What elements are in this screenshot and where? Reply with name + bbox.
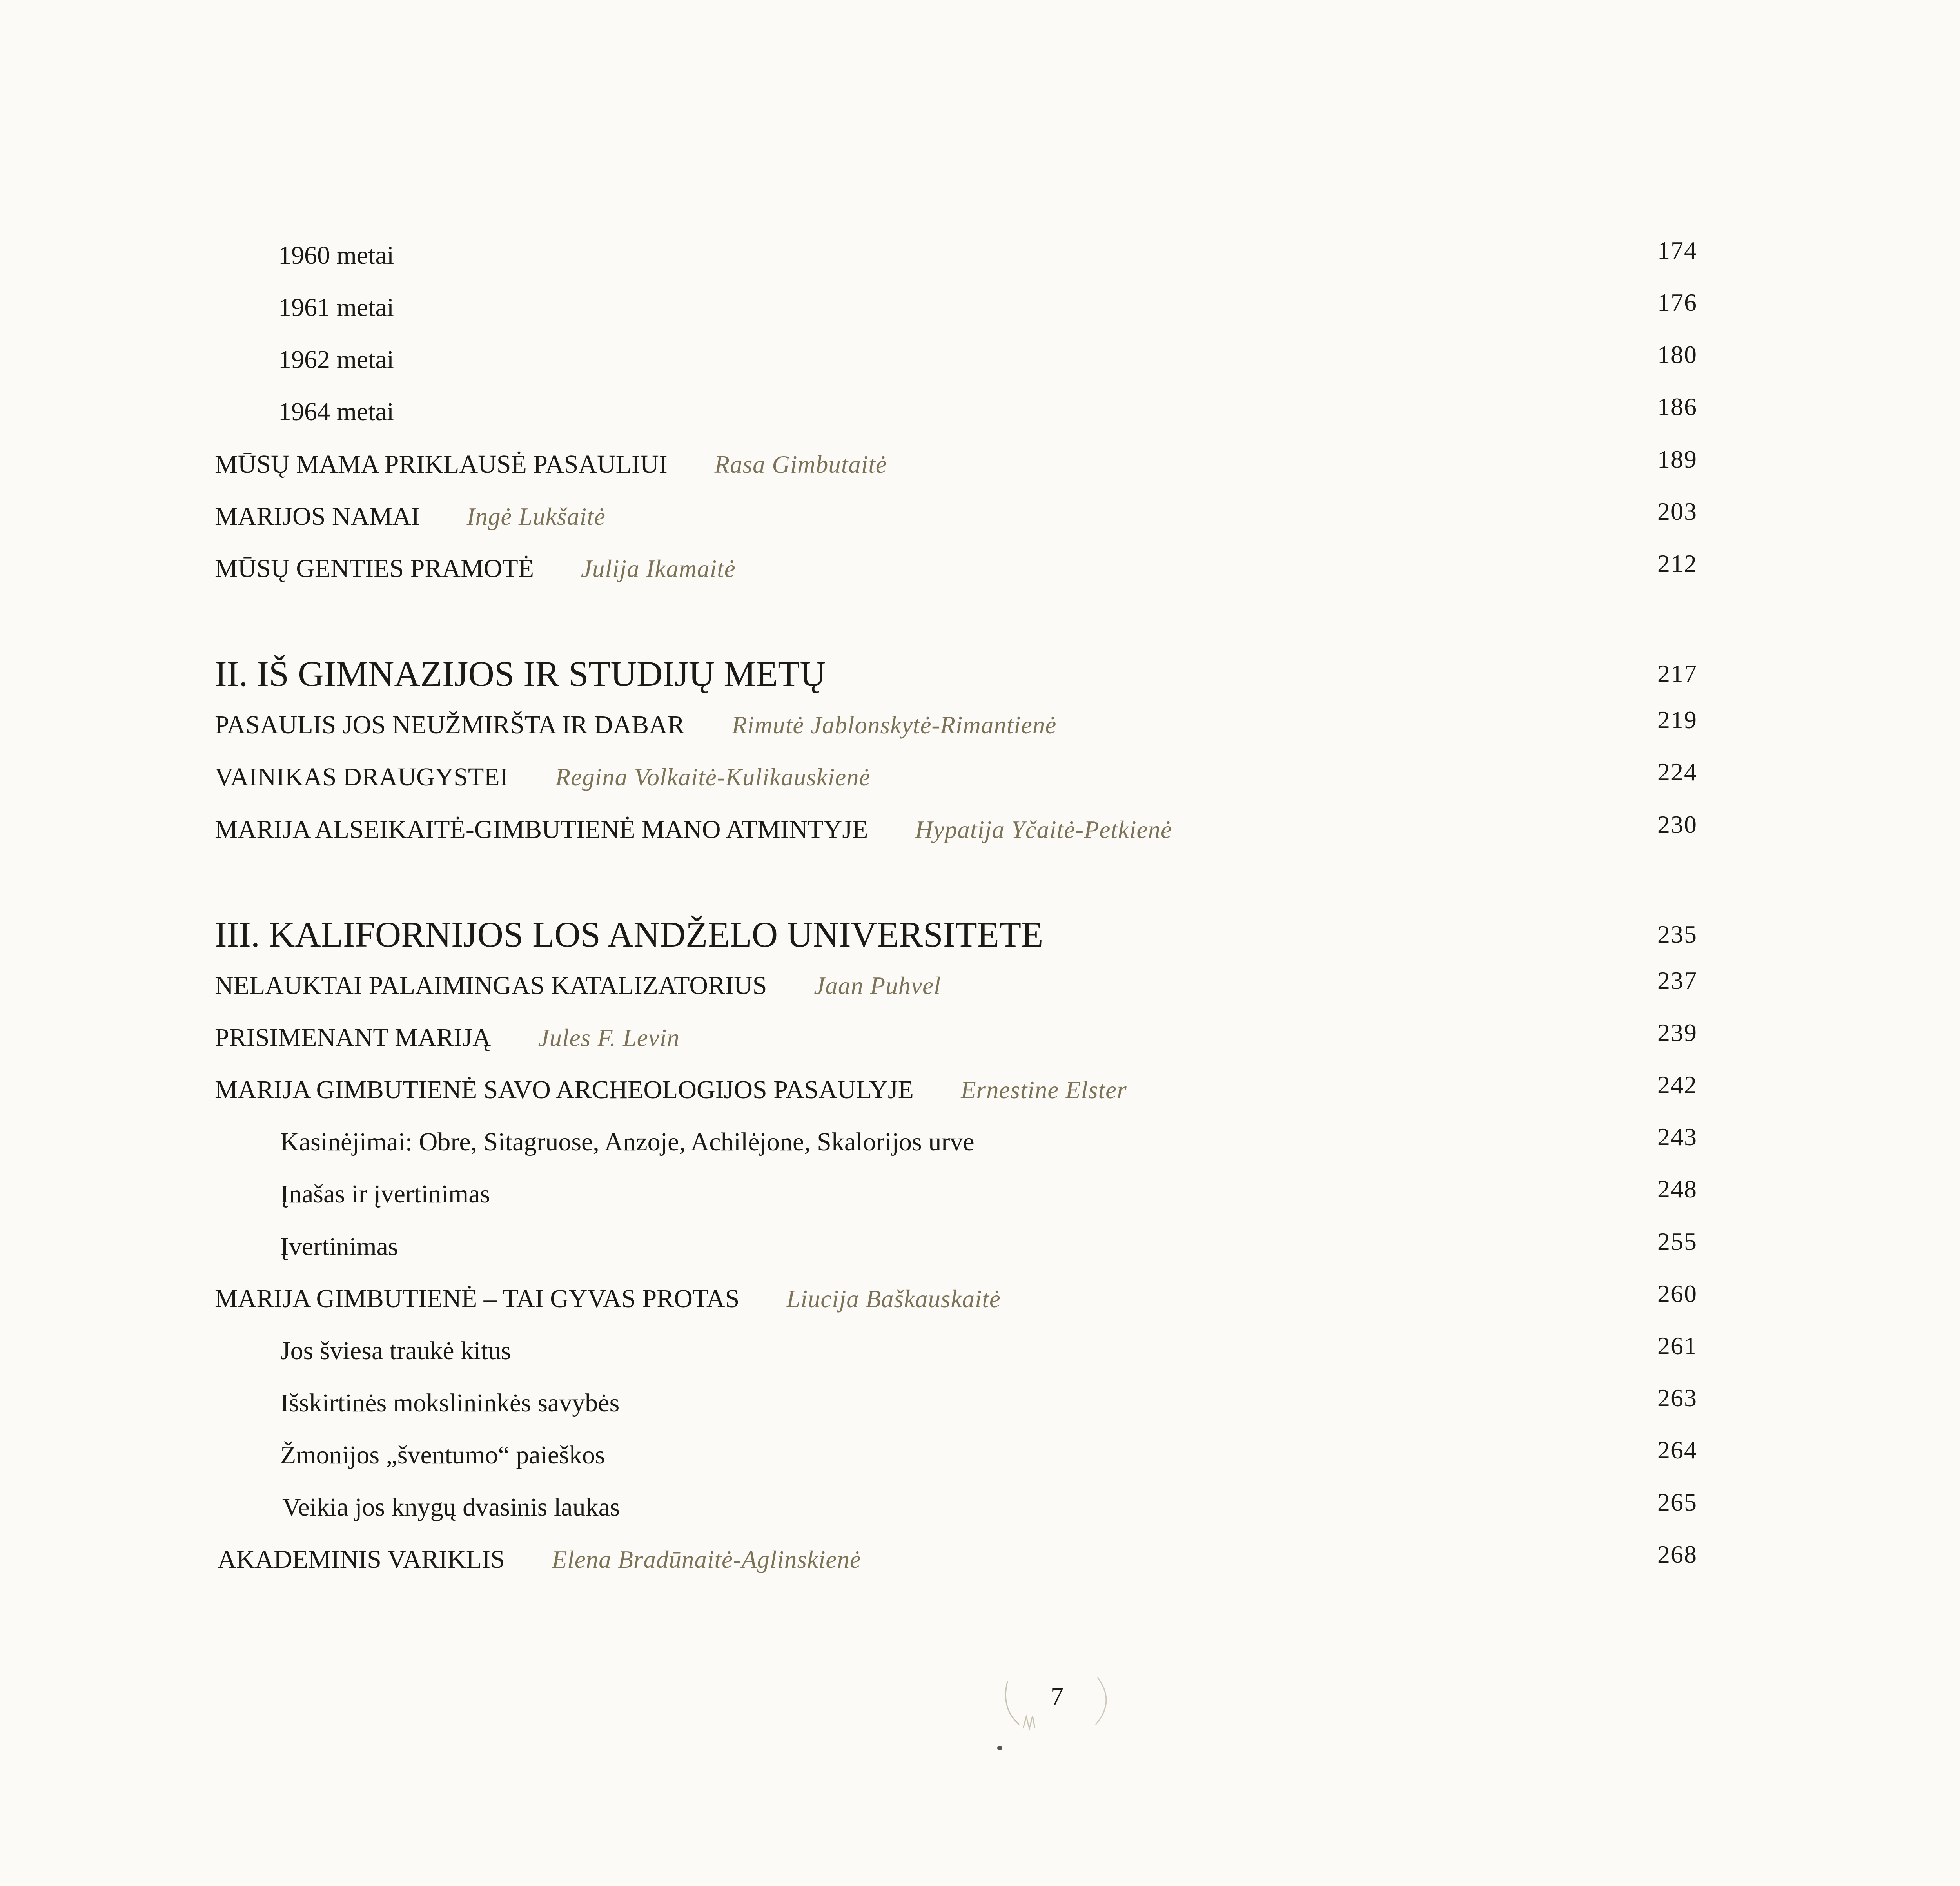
toc-entry	[0, 1112, 1960, 1155]
toc-entry	[0, 1529, 1960, 1572]
toc-entry	[0, 1008, 1960, 1051]
entry-author: Rasa Gimbutaitė	[714, 451, 887, 478]
section-title: II. IŠ GIMNAZIJOS IR STUDIJŲ METŲ	[215, 654, 826, 694]
entry-title: AKADEMINIS VARIKLIS Elena Bradūnaitė-Aglinskienė	[218, 1545, 861, 1574]
entry-title: 1961 metai	[278, 293, 394, 322]
toc-entry	[0, 695, 1960, 738]
toc-entry	[0, 225, 1960, 268]
entry-title: MŪSŲ MAMA PRIKLAUSĖ PASAULIUI Rasa Gimbutaitė	[215, 450, 887, 479]
entry-page-number: 263	[1657, 1384, 1697, 1412]
entry-page-number: 217	[1657, 660, 1697, 687]
entry-author: Elena Bradūnaitė-Aglinskienė	[552, 1546, 861, 1573]
toc-entry	[0, 1477, 1960, 1520]
entry-page-number: 224	[1657, 758, 1697, 786]
entry-author: Ingė Lukšaitė	[466, 503, 606, 530]
entry-title: MARIJA GIMBUTIENĖ – TAI GYVAS PROTAS Liucija Baškauskaitė	[215, 1284, 1001, 1313]
entry-page-number: 230	[1657, 811, 1697, 838]
entry-page-number: 176	[1657, 288, 1697, 316]
entry-page-number: 174	[1657, 236, 1697, 264]
entry-page-number: 180	[1657, 341, 1697, 368]
toc-entry	[0, 1164, 1960, 1207]
entry-page-number: 237	[1657, 967, 1697, 994]
entry-page-number: 186	[1657, 393, 1697, 421]
toc-entry	[0, 382, 1960, 425]
entry-page-number: 255	[1657, 1228, 1697, 1255]
toc-entry	[0, 330, 1960, 373]
entry-title: Jos šviesa traukė kitus	[280, 1337, 511, 1365]
toc-entry	[0, 1425, 1960, 1468]
entry-title: Žmonijos „šventumo“ paieškos	[280, 1441, 605, 1469]
toc-entry	[0, 800, 1960, 843]
section-title: III. KALIFORNIJOS LOS ANDŽELO UNIVERSITETE	[215, 914, 1044, 954]
entry-page-number: 248	[1657, 1175, 1697, 1203]
toc-entry	[0, 1373, 1960, 1416]
entry-title: Įnašas ir įvertinimas	[280, 1180, 490, 1208]
entry-page-number: 219	[1657, 706, 1697, 734]
entry-title: Įvertinimas	[280, 1232, 398, 1261]
entry-page-number: 235	[1657, 920, 1697, 948]
toc-entry	[0, 1269, 1960, 1312]
entry-title: PASAULIS JOS NEUŽMIRŠTA IR DABAR Rimutė Jablonskytė-Rimantienė	[215, 711, 1057, 739]
entry-title: PRISIMENANT MARIJĄ Jules F. Levin	[215, 1023, 680, 1052]
entry-author: Jules F. Levin	[538, 1024, 680, 1052]
entry-page-number: 239	[1657, 1019, 1697, 1046]
entry-author: Julija Ikamaitė	[581, 555, 736, 582]
toc-section-heading	[0, 643, 1960, 692]
toc-entry	[0, 747, 1960, 790]
page-folio: 7	[1051, 1682, 1063, 1711]
entry-page-number: 261	[1657, 1332, 1697, 1360]
toc-entry	[0, 539, 1960, 582]
entry-title: MARIJA GIMBUTIENĖ SAVO ARCHEOLOGIJOS PASAULYJE Ernestine Elster	[215, 1075, 1127, 1104]
entry-title: VAINIKAS DRAUGYSTEI Regina Volkaitė-Kulikauskienė	[215, 763, 871, 791]
entry-author: Rimutė Jablonskytė-Rimantienė	[731, 711, 1057, 739]
toc-entry	[0, 486, 1960, 530]
entry-page-number: 264	[1657, 1436, 1697, 1464]
entry-author: Liucija Baškauskaitė	[786, 1285, 1001, 1313]
entry-page-number: 265	[1657, 1488, 1697, 1516]
entry-title: 1962 metai	[278, 345, 394, 374]
toc-section-heading	[0, 903, 1960, 952]
entry-title: 1960 metai	[278, 241, 394, 270]
entry-page-number: 268	[1657, 1540, 1697, 1568]
entry-title: MARIJOS NAMAI Ingė Lukšaitė	[215, 502, 606, 531]
toc-entry	[0, 1060, 1960, 1103]
entry-title: Išskirtinės mokslininkės savybės	[280, 1389, 620, 1417]
entry-page-number: 189	[1657, 445, 1697, 473]
entry-page-number: 212	[1657, 549, 1697, 577]
entry-title: MŪSŲ GENTIES PRAMOTĖ Julija Ikamaitė	[215, 554, 736, 583]
entry-author: Regina Volkaitė-Kulikauskienė	[555, 763, 871, 791]
entry-author: Hypatija Yčaitė-Petkienė	[915, 816, 1172, 843]
toc-entry	[0, 1321, 1960, 1364]
toc-entry	[0, 1217, 1960, 1260]
entry-author: Jaan Puhvel	[814, 972, 941, 999]
entry-title: Veikia jos knygų dvasinis laukas	[282, 1493, 620, 1521]
entry-title: NELAUKTAI PALAIMINGAS KATALIZATORIUS Jaan Puhvel	[215, 971, 941, 1000]
entry-page-number: 243	[1657, 1123, 1697, 1151]
entry-page-number: 242	[1657, 1071, 1697, 1099]
entry-title: 1964 metai	[278, 397, 394, 426]
entry-page-number: 203	[1657, 497, 1697, 525]
entry-title: MARIJA ALSEIKAITĖ-GIMBUTIENĖ MANO ATMINTYJE Hypatija Yčaitė-Petkienė	[215, 815, 1172, 844]
toc-entry	[0, 434, 1960, 477]
entry-page-number: 260	[1657, 1280, 1697, 1308]
toc-entry	[0, 956, 1960, 999]
toc-entry	[0, 277, 1960, 321]
entry-title: Kasinėjimai: Obre, Sitagruose, Anzoje, Achilėjone, Skalorijos urve	[280, 1128, 975, 1156]
entry-author: Ernestine Elster	[960, 1076, 1127, 1104]
